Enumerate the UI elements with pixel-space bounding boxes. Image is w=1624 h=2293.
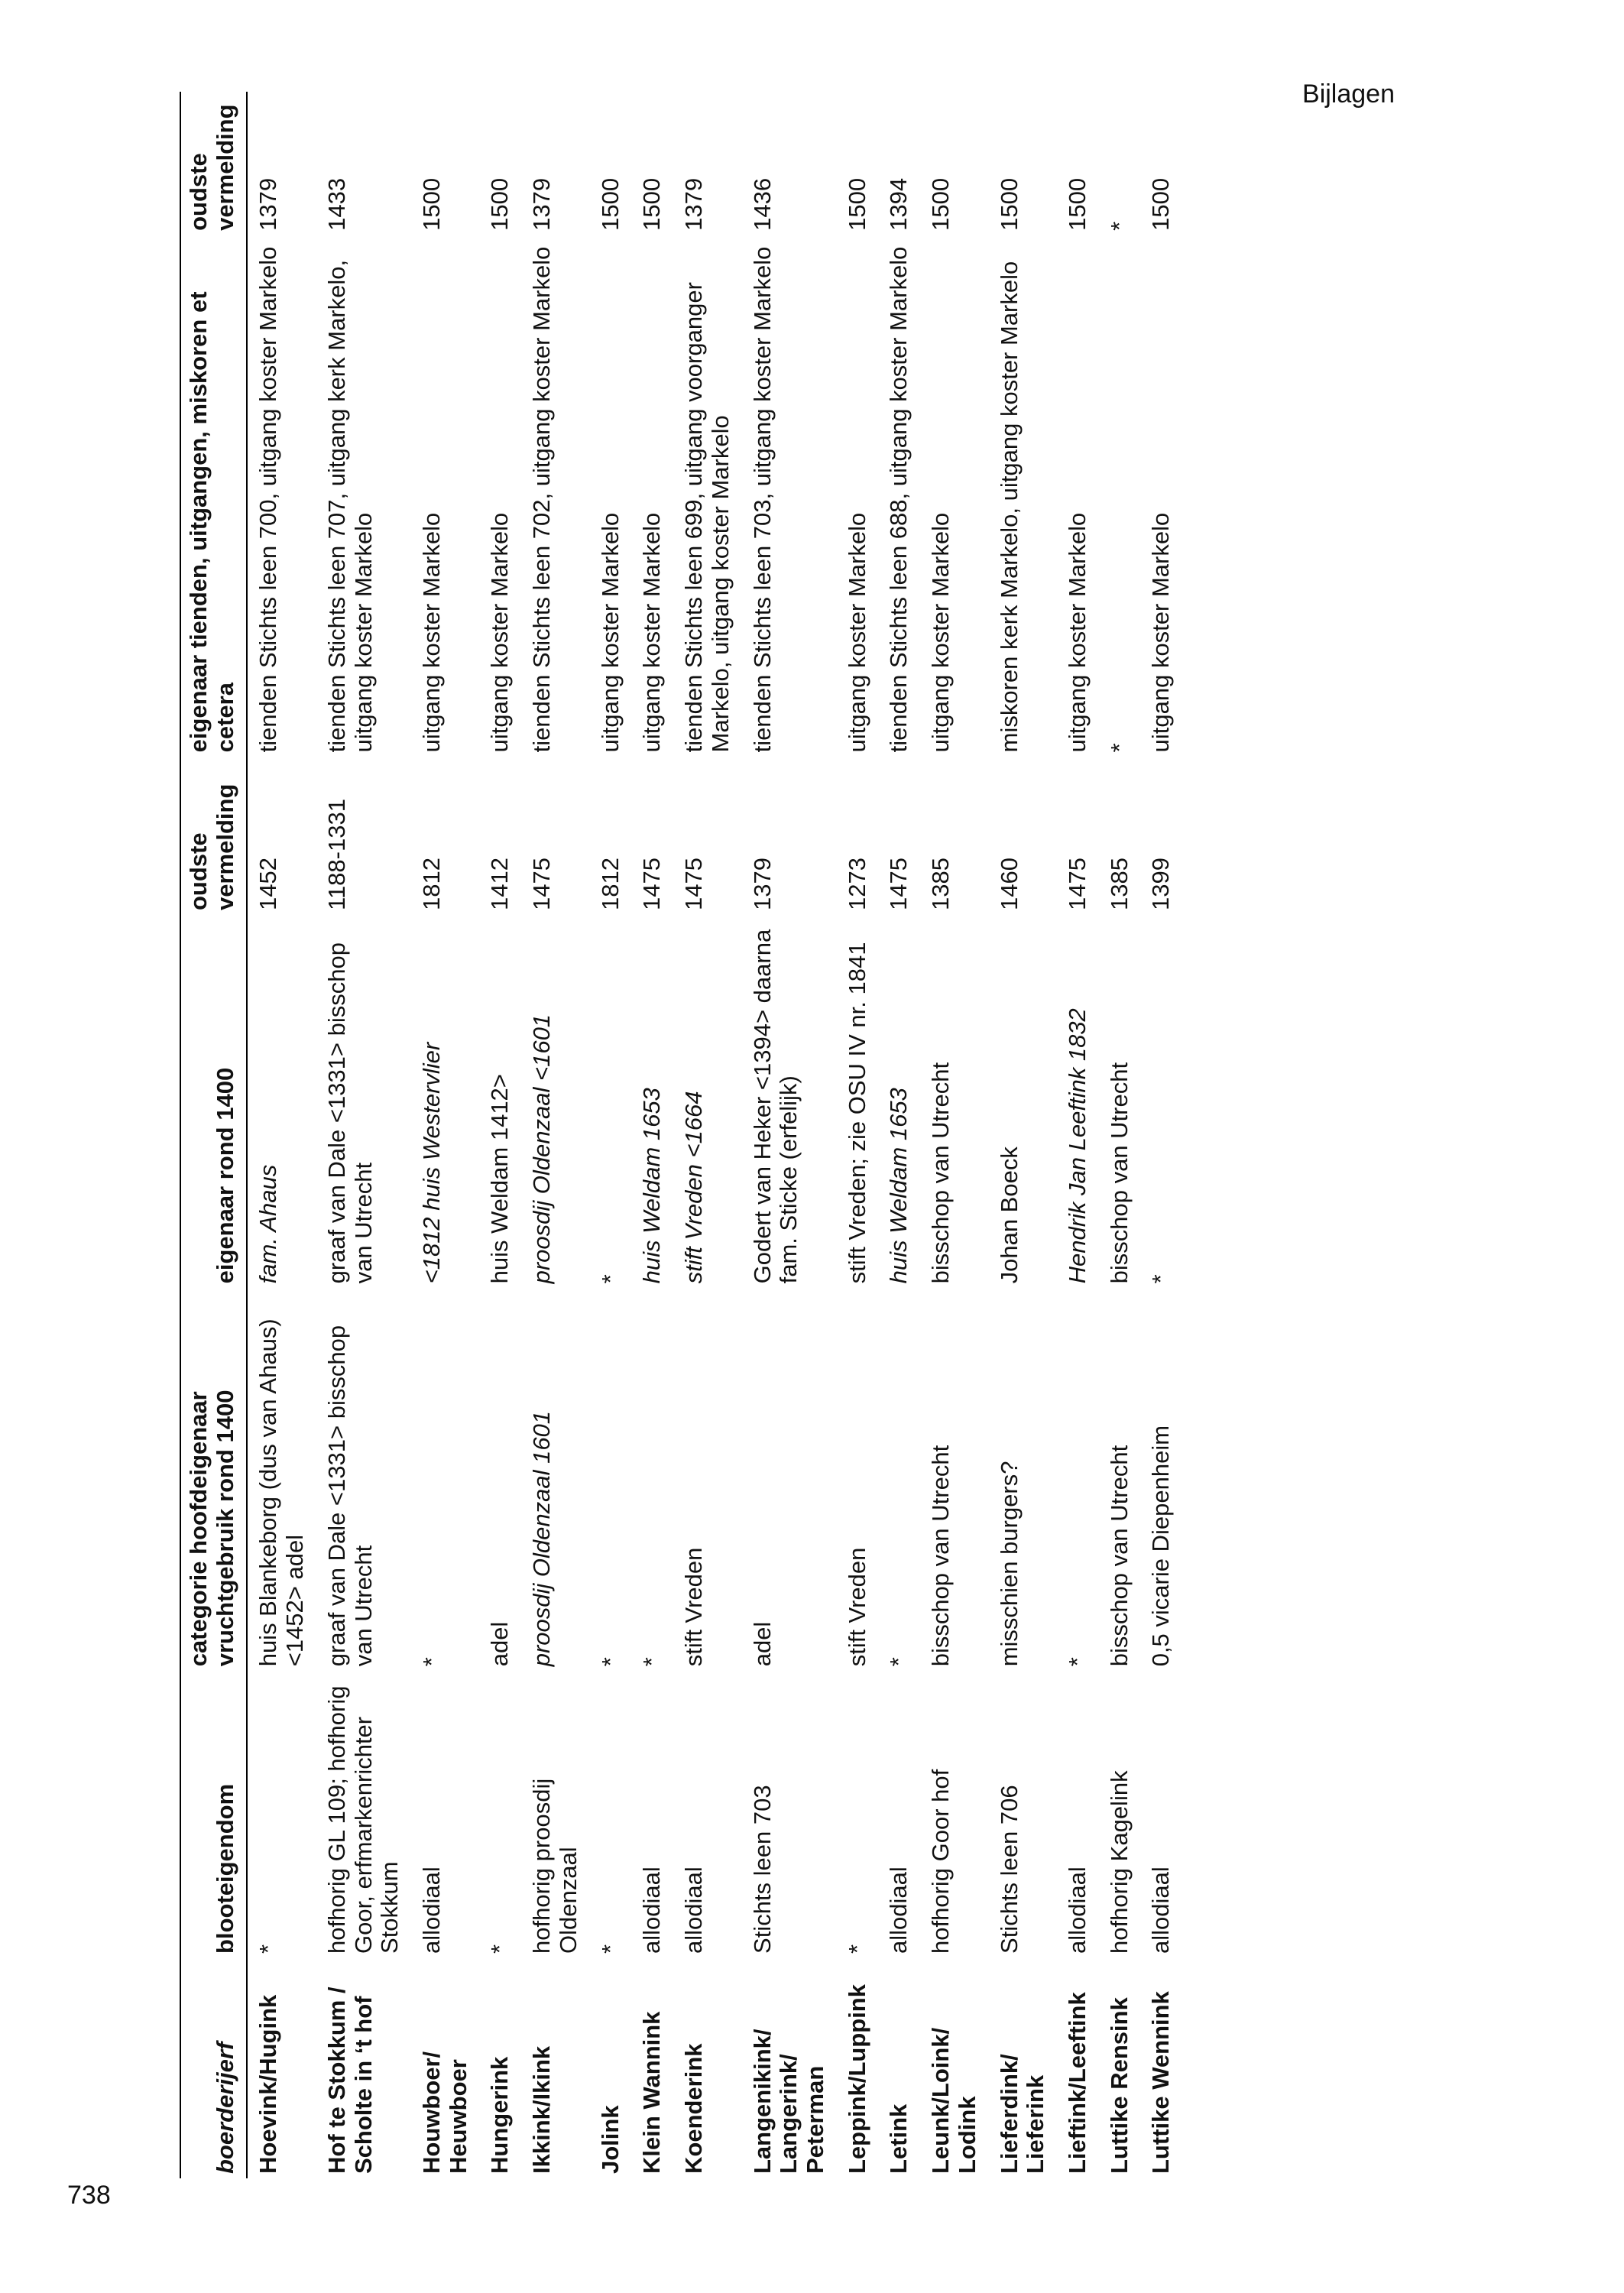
tithes-cell: * <box>1105 743 1133 753</box>
oldest-mention-tithes-cell: 1500 <box>596 177 624 231</box>
category-cell: misschien burgers? <box>995 1461 1023 1667</box>
oldest-mention-cell: 1475 <box>638 858 666 910</box>
page-number: 738 <box>67 2181 111 2210</box>
table-row <box>920 92 988 2178</box>
tithes-cell: miskoren kerk Markelo, uitgang koster Markelo <box>995 261 1023 753</box>
oldest-mention-tithes-cell: 1433 <box>323 177 350 231</box>
column-header: oudste vermelding <box>185 104 238 231</box>
farm-name: Leunk/Loink/ Lodink <box>927 2027 981 2174</box>
tithes-cell: tienden Stichts leen 703, uitgang koster Markelo <box>748 246 776 753</box>
farm-name: Hoevink/Hugink <box>254 1994 282 2174</box>
category-cell: stift Vreden <box>680 1547 708 1667</box>
farm-name: Luttike Rensink <box>1105 1997 1133 2174</box>
blooteigendom-cell: allodiaal <box>885 1867 912 1954</box>
farm-name: Letink <box>885 2103 912 2174</box>
blooteigendom-cell: * <box>254 1944 282 1954</box>
tithes-cell: tienden Stichts leen 702, uitgang koster Markelo <box>528 246 556 753</box>
owner-cell: huis Weldam 1653 <box>638 1088 666 1284</box>
blooteigendom-cell: allodiaal <box>1063 1867 1091 1954</box>
tithes-cell: tienden Stichts leen 688, uitgang koster Markelo <box>885 246 912 753</box>
oldest-mention-tithes-cell: 1379 <box>528 177 556 231</box>
table-row <box>1099 92 1141 2178</box>
oldest-mention-tithes-cell: 1500 <box>1147 177 1175 231</box>
blooteigendom-cell: hofhorig Goor hof <box>927 1769 955 1954</box>
table-row <box>590 92 632 2178</box>
blooteigendom-cell: * <box>486 1944 514 1954</box>
category-cell: * <box>418 1657 446 1667</box>
owner-cell: proosdij Oldenzaal <1601 <box>528 1014 556 1284</box>
oldest-mention-cell: 1452 <box>254 858 282 910</box>
farm-name: Jolink <box>596 2105 624 2174</box>
category-cell: * <box>638 1657 666 1667</box>
farm-name: Hof te Stokkum / Scholte in ‘t hof <box>323 1987 377 2174</box>
tithes-cell: tienden Stichts leen 699, uitgang voorganger Markelo, uitgang koster Markelo <box>680 282 734 753</box>
owner-cell: huis Weldam 1412> <box>486 1074 514 1284</box>
blooteigendom-cell: Stichts leen 703 <box>748 1785 776 1954</box>
oldest-mention-tithes-cell: 1500 <box>638 177 666 231</box>
blooteigendom-cell: Stichts leen 706 <box>995 1785 1023 1954</box>
farm-name: Luttike Wennink <box>1147 1991 1175 2174</box>
column-header: blooteigendom <box>211 1783 238 1954</box>
table-row <box>1057 92 1099 2178</box>
blooteigendom-cell: * <box>596 1944 624 1954</box>
owner-cell: fam. Ahaus <box>254 1164 282 1284</box>
oldest-mention-tithes-cell: 1379 <box>254 177 282 231</box>
oldest-mention-cell: 1475 <box>885 858 912 910</box>
owner-cell: * <box>596 1274 624 1284</box>
owner-cell: huis Weldam 1653 <box>885 1088 912 1284</box>
table-row <box>878 92 920 2178</box>
farm-name: Klein Wannink <box>638 2011 666 2174</box>
running-header: Bijlagen <box>1302 79 1395 109</box>
owner-cell: Hendrik Jan Leeftink 1832 <box>1063 1008 1091 1284</box>
table-row <box>631 92 673 2178</box>
blooteigendom-cell: allodiaal <box>1147 1867 1175 1954</box>
owner-cell: Johan Boeck <box>995 1146 1023 1284</box>
oldest-mention-cell: 1385 <box>1105 858 1133 910</box>
farm-name: Houwboer/ Heuwboer <box>418 2051 472 2174</box>
category-cell: bisschop van Utrecht <box>927 1445 955 1667</box>
tithes-cell: uitgang koster Markelo <box>596 512 624 753</box>
tithes-cell: uitgang koster Markelo <box>418 512 446 753</box>
blooteigendom-cell: allodiaal <box>638 1867 666 1954</box>
blooteigendom-cell: hofhorig GL 109; hofhorig Goor, erfmarkenrichter Stokkum <box>323 1685 404 1954</box>
category-cell: * <box>596 1657 624 1667</box>
oldest-mention-cell: 1812 <box>418 858 446 910</box>
oldest-mention-cell: 1412 <box>486 858 514 910</box>
column-header: eigenaar tienden, uitgangen, miskoren et cetera <box>185 291 238 753</box>
oldest-mention-cell: 1188-1331 <box>323 799 350 910</box>
tithes-cell: tienden Stichts leen 707, uitgang kerk Markelo, uitgang koster Markelo <box>323 259 377 753</box>
farm-name: Koenderink <box>680 2043 708 2174</box>
oldest-mention-cell: 1379 <box>748 858 776 910</box>
oldest-mention-tithes-cell: 1500 <box>995 177 1023 231</box>
owner-cell: stift Vreden <1664 <box>680 1091 708 1284</box>
oldest-mention-tithes-cell: 1379 <box>680 177 708 231</box>
category-cell: graaf van Dale <1331> bisschop van Utrecht <box>323 1325 377 1667</box>
category-cell: adel <box>748 1621 776 1667</box>
category-cell: * <box>1063 1657 1091 1667</box>
oldest-mention-cell: 1475 <box>528 858 556 910</box>
category-cell: bisschop van Utrecht <box>1105 1445 1133 1667</box>
table-row <box>247 92 316 2178</box>
table-row <box>673 92 741 2178</box>
farm-name: Leppink/Luppink <box>843 1984 870 2174</box>
category-cell: * <box>885 1657 912 1667</box>
table-row <box>411 92 479 2178</box>
table-row <box>316 92 411 2178</box>
column-header: eigenaar rond 1400 <box>211 1067 238 1284</box>
tithes-cell: uitgang koster Markelo <box>843 512 870 753</box>
table-row <box>479 92 521 2178</box>
owner-cell: stift Vreden; zie OSU IV nr. 1841 <box>843 942 870 1284</box>
owner-cell: bisschop van Utrecht <box>927 1062 955 1284</box>
owner-cell: Godert van Heker <1394> daarna fam. Sticke (erfelijk) <box>748 929 802 1284</box>
owner-cell: graaf van Dale <1331> bisschop van Utrecht <box>323 942 377 1284</box>
table-row <box>989 92 1057 2178</box>
farm-name: Langenikink/ Langerink/ Peterman <box>748 2029 828 2174</box>
table-row <box>1140 92 1182 2178</box>
tithes-cell: uitgang koster Markelo <box>1063 512 1091 753</box>
farm-name: Lieferdink/ Lieferink <box>995 2054 1049 2174</box>
oldest-mention-tithes-cell: 1500 <box>486 177 514 231</box>
blooteigendom-cell: allodiaal <box>418 1867 446 1954</box>
tithes-cell: uitgang koster Markelo <box>486 512 514 753</box>
table-body <box>247 92 1182 2178</box>
farm-table <box>180 92 1182 2178</box>
category-cell: huis Blankeborg (dus van Ahaus) <1452> adel <box>254 1318 309 1667</box>
table-row <box>521 92 589 2178</box>
oldest-mention-tithes-cell: 1500 <box>418 177 446 231</box>
owner-cell: bisschop van Utrecht <box>1105 1062 1133 1284</box>
column-header: oudste vermelding <box>185 783 238 910</box>
table-container <box>180 92 1175 2178</box>
oldest-mention-tithes-cell: 1394 <box>885 177 912 231</box>
owner-cell: * <box>1147 1274 1175 1284</box>
farm-name: Lieftink/Leeftink <box>1063 1992 1091 2174</box>
oldest-mention-tithes-cell: 1500 <box>843 177 870 231</box>
table-header-row <box>180 92 247 2178</box>
oldest-mention-tithes-cell: 1500 <box>927 177 955 231</box>
tithes-cell: uitgang koster Markelo <box>638 512 666 753</box>
oldest-mention-cell: 1385 <box>927 858 955 910</box>
tithes-cell: uitgang koster Markelo <box>1147 512 1175 753</box>
tithes-cell: uitgang koster Markelo <box>927 512 955 753</box>
category-cell: proosdij Oldenzaal 1601 <box>528 1410 556 1667</box>
blooteigendom-cell: allodiaal <box>680 1867 708 1954</box>
category-cell: stift Vreden <box>843 1547 870 1667</box>
column-header: boerderijerf <box>211 2042 238 2174</box>
table-row <box>742 92 837 2178</box>
oldest-mention-cell: 1399 <box>1147 858 1175 910</box>
category-cell: 0,5 vicarie Diepenheim <box>1147 1425 1175 1667</box>
farm-name: Ikkink/Ikink <box>528 2045 556 2174</box>
farm-name: Hungerink <box>486 2056 514 2174</box>
oldest-mention-cell: 1460 <box>995 858 1023 910</box>
table-row <box>837 92 879 2178</box>
column-header: categorie hoofdeigenaar vruchtgebruik rond 1400 <box>185 1390 238 1667</box>
oldest-mention-cell: 1475 <box>1063 858 1091 910</box>
oldest-mention-cell: 1812 <box>596 858 624 910</box>
oldest-mention-cell: 1475 <box>680 858 708 910</box>
oldest-mention-tithes-cell: * <box>1105 221 1133 231</box>
tithes-cell: tienden Stichts leen 700, uitgang koster Markelo <box>254 246 282 753</box>
blooteigendom-cell: hofhorig proosdij Oldenzaal <box>528 1778 582 1954</box>
owner-cell: <1812 huis Westervlier <box>418 1042 446 1284</box>
blooteigendom-cell: * <box>843 1944 870 1954</box>
blooteigendom-cell: hofhorig Kagelink <box>1105 1770 1133 1954</box>
oldest-mention-tithes-cell: 1500 <box>1063 177 1091 231</box>
category-cell: adel <box>486 1621 514 1667</box>
oldest-mention-cell: 1273 <box>843 858 870 910</box>
oldest-mention-tithes-cell: 1436 <box>748 177 776 231</box>
